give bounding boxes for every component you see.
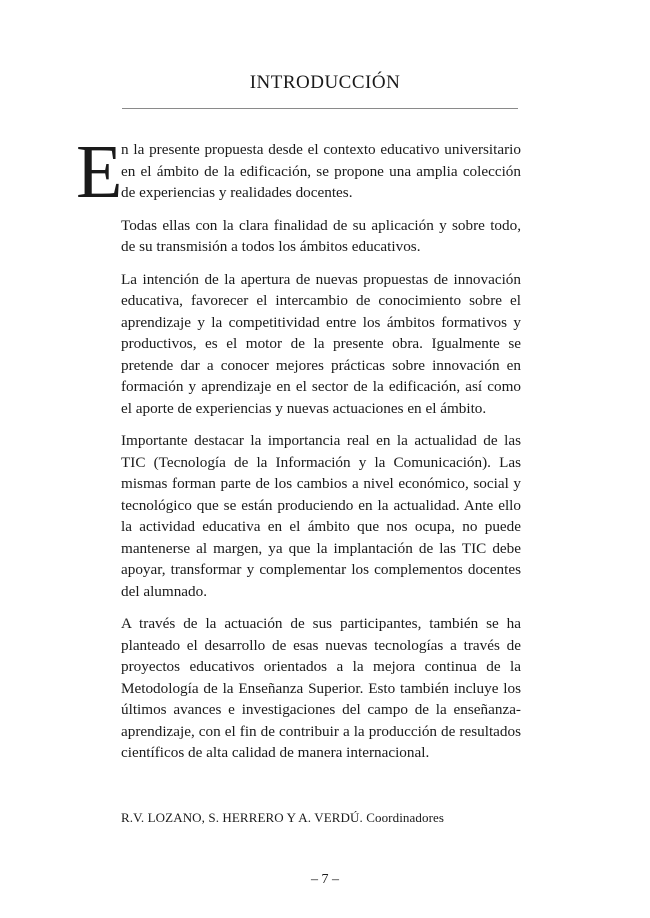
paragraph-1-text: n la presente propuesta desde el contexto educativo universitario en el ámbito de la edificación, se propone una amplia colección de experiencias y realidades docentes. <box>121 141 521 201</box>
page-number: – 7 – <box>311 872 339 887</box>
title-divider <box>122 108 518 109</box>
paragraph-3: La intención de la apertura de nuevas propuestas de innovación educativa, favorecer el intercambio de conocimiento sobre el aprendizaje y la competitividad entre los ámbitos formativos y productivos, es el motor de la presente obra. Igualmente se pretende dar a conocer mejores prácticas sobre innovación en formación y aprendizaje en el sector de la edificación, así como el aporte de experiencias y nuevas actuaciones en el ámbito. <box>121 270 521 417</box>
body-text <box>76 130 521 775</box>
paragraph-4: Importante destacar la importancia real en la actualidad de las TIC (Tecnología de la Información y la Comunicación). Las mismas forman parte de los cambios a nivel económico, social y tecnológico que se están produciendo en la actualidad. Ante ello la actividad educativa en el ámbito que nos ocupa, no puede mantenerse al margen, ya que la implantación de las TIC debe apoyar, transformar y complementar los complementos docentes del alumnado. <box>121 432 521 600</box>
paragraph-5: A través de la actuación de sus participantes, también se ha planteado el desarrollo de esas nuevas tecnologías a través de proyectos educativos orientados a la mejora continua de la Metodología de la Enseñanza Superior. Esto también incluye los últimos avances e investigaciones del campo de la enseñanza-aprendizaje, con el fin de contribuir a la producción de resultados científicos de alta calidad de manera internacional. <box>121 615 521 761</box>
paragraph-2: Todas ellas con la clara finalidad de su aplicación y sobre todo, de su transmisión a todos los ámbitos educativos. <box>121 216 521 255</box>
paragraph-1 <box>76 130 521 214</box>
signature: R.V. LOZANO, S. HERRERO Y A. VERDÚ. Coordinadores <box>121 810 445 825</box>
page-title: INTRODUCCIÓN <box>249 72 401 93</box>
drop-cap: E <box>76 130 123 214</box>
